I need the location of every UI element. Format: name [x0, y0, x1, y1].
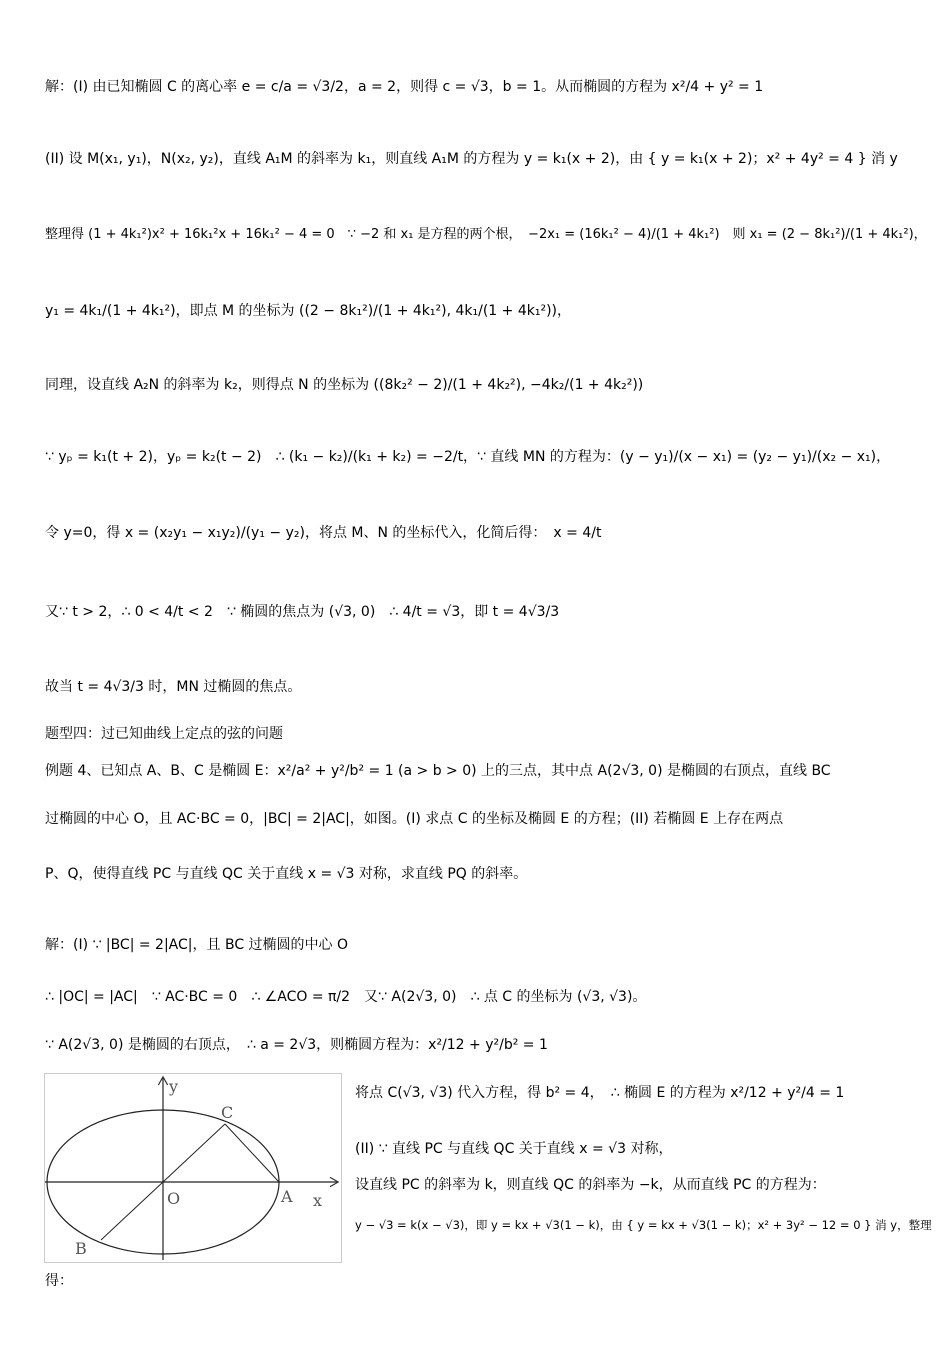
ellipse-figure [44, 1073, 342, 1263]
line-pc-equation-line: y − √3 = k(x − √3)，即 y = kx + √3(1 − k)，由 { y = kx + √3(1 − k)；x² + 3y² − 12 = 0 } 消 y，整理 [355, 1218, 932, 1232]
focus-condition-line: 又∵ t > 2，∴ 0 < 4/t < 2 ∵ 椭圆的焦点为 (√3, 0) ∴ 4/t = √3，即 t = 4√3/3 [45, 604, 560, 620]
x-axis-label: x [313, 1191, 323, 1210]
example4-problem-line2: 过椭圆的中心 O，且 AC·BC = 0，|BC| = 2|AC|，如图。(I) 求点 C 的坐标及椭圆 E 的方程；(II) 若椭圆 E 上存在两点 [45, 811, 784, 827]
solution-part2-line: (II) 设 M(x₁, y₁)，N(x₂, y₂)，直线 A₁M 的斜率为 k₁，则直线 A₁M 的方程为 y = k₁(x + 2)，由 { y = k₁(x + 2)；x² + 4y² = 4 } 消 y [45, 151, 898, 167]
slope-setup-line: 设直线 PC 的斜率为 k，则直线 QC 的斜率为 −k，从而直线 PC 的方程为： [355, 1177, 826, 1193]
segment-ca [225, 1124, 279, 1182]
ellipse-diagram [45, 1074, 341, 1262]
intercept-line: 令 y=0，得 x = (x₂y₁ − x₁y₂)/(y₁ − y₂)，将点 M、N 的坐标代入，化简后得： x = 4/t [45, 525, 602, 541]
substitute-c-line: 将点 C(√3, √3) 代入方程，得 b² = 4， ∴ 椭圆 E 的方程为 x²/12 + y²/4 = 1 [355, 1085, 845, 1101]
conclusion-line: 故当 t = 4√3/3 时，MN 过椭圆的焦点。 [45, 679, 302, 695]
point-c-label: C [221, 1103, 234, 1122]
section-heading: 题型四：过已知曲线上定点的弦的问题 [45, 726, 283, 742]
segment-oc [163, 1124, 225, 1182]
segment-ob [101, 1182, 163, 1240]
point-b-label: B [75, 1239, 87, 1258]
quadratic-equation-line: 整理得 (1 + 4k₁²)x² + 16k₁²x + 16k₁² − 4 = 0 ∵ −2 和 x₁ 是方程的两个根， −2x₁ = (16k₁² − 4)/(1 + 4k₁²) 则 x₁ = (2 − 8k₁²)/(1 + 4k₁²)， [45, 227, 927, 242]
final-partial-line: 得： [45, 1273, 73, 1289]
origin-label: O [167, 1189, 181, 1208]
example4-solution-line2: ∴ |OC| = |AC| ∵ AC·BC = 0 ∴ ∠ACO = π/2 又∵ A(2√3, 0) ∴ 点 C 的坐标为 (√3, √3)。 [45, 989, 647, 1005]
example4-solution-line1: 解：(I) ∵ |BC| = 2|AC|，且 BC 过椭圆的中心 O [45, 937, 349, 953]
symmetry-condition-line: (II) ∵ 直线 PC 与直线 QC 关于直线 x = √3 对称， [355, 1141, 673, 1157]
point-m-coordinates-line: y₁ = 4k₁/(1 + 4k₁²)，即点 M 的坐标为 ((2 − 8k₁²)/(1 + 4k₁²), 4k₁/(1 + 4k₁²))， [45, 303, 571, 319]
example4-problem-line3: P、Q，使得直线 PC 与直线 QC 关于直线 x = √3 对称，求直线 PQ 的斜率。 [45, 866, 528, 882]
solution-part1-line: 解：(I) 由已知椭圆 C 的离心率 e = c/a = √3/2，a = 2，则得 c = √3，b = 1。从而椭圆的方程为 x²/4 + y² = 1 [45, 79, 764, 95]
point-n-coordinates-line: 同理，设直线 A₂N 的斜率为 k₂，则得点 N 的坐标为 ((8k₂² − 2)/(1 + 4k₂²), −4k₂/(1 + 4k₂²)) [45, 377, 644, 393]
point-a-label: A [281, 1187, 293, 1206]
example4-solution-line3: ∵ A(2√3, 0) 是椭圆的右顶点， ∴ a = 2√3，则椭圆方程为：x²/12 + y²/b² = 1 [45, 1037, 548, 1053]
line-mn-equation-line: ∵ yₚ = k₁(t + 2)，yₚ = k₂(t − 2) ∴ (k₁ − k₂)/(k₁ + k₂) = −2/t，∵ 直线 MN 的方程为：(y − y₁)/(x − x₁) = (y₂ − y₁)/(x₂ − x₁)， [45, 449, 891, 465]
y-axis-label: y [169, 1077, 179, 1096]
example4-problem-line1: 例题 4、已知点 A、B、C 是椭圆 E：x²/a² + y²/b² = 1 (a > b > 0) 上的三点，其中点 A(2√3, 0) 是椭圆的右顶点，直线 BC [45, 763, 831, 779]
